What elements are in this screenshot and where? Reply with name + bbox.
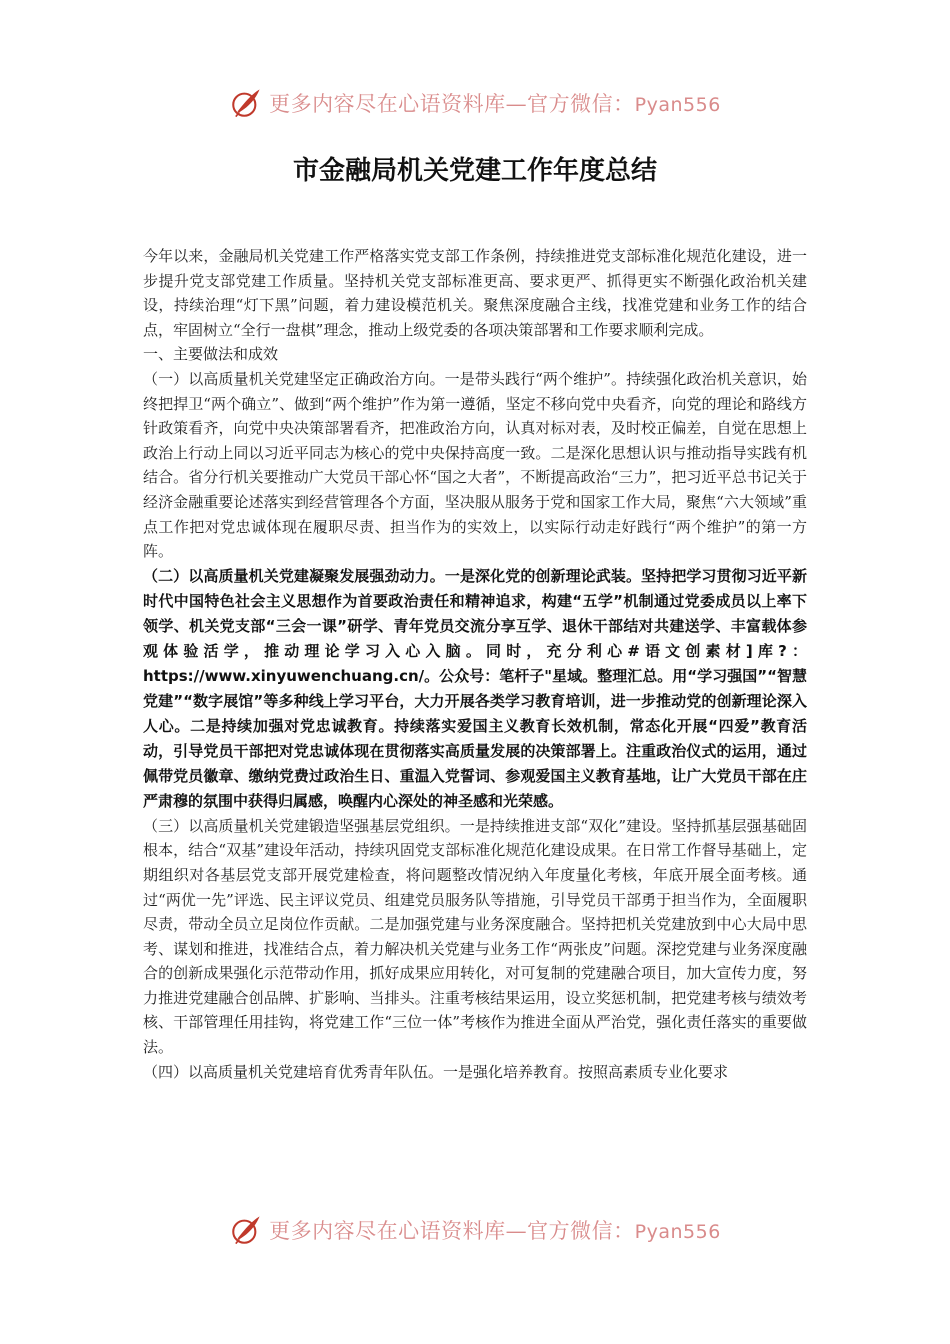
document-title: 市金融局机关党建工作年度总结 (292, 156, 657, 186)
paragraph-section-4: （四）以高质量机关党建培育优秀青年队伍。一是强化培养教育。按照高素质专业化要求 (143, 1062, 729, 1081)
paragraph-section-3: （三）以高质量机关党建锻造坚强基层党组织。一是持续推进支部“双化”建设。坚持抓基层强基础固根本，结合“双基”建设年活动，持续巩固党支部标准化规范化建设成果。在日常工作督导基础上，定期组织对各基层党支部开展党建检查，将问题整改情况纳入年度量化考核，年底开展全面考核。通过“两优一先”评选、民主评议党员、组建党员服务队等措施，引导党员干部勇于担当作为，全面履职尽责，带动全员立足岗位作贡献。二是加强党建与业务深度融合。坚持把机关党建放到中心大局中思考、谋划和推进，找准结合点，着力解决机关党建与业务工作“两张皮”问题。深挖党建与业务深度融合的创新成果强化示范带动作用，抓好成果应用转化，对可复制的党建融合项目，加大宣传力度，努力推进党建融合创品牌、扩影响、当排头。注重考核结果运用，设立奖惩机制，把党建考核与绩效考核、干部管理任用挂钩，将党建工作“三位一体”考核作为推进全面从严治党，强化责任落实的重要做法。 (143, 816, 807, 1057)
watermark-text: 更多内容尽在心语资料库—官方微信：Pyan556 (269, 92, 721, 116)
watermark-wechat-id: Pyan556 (634, 1221, 721, 1243)
feather-pen-logo-icon (229, 86, 263, 120)
watermark-inner (229, 86, 721, 120)
paragraph-intro: 今年以来，金融局机关党建工作严格落实党支部工作条例，持续推进党支部标准化规范化建设，进一步提升党支部党建工作质量。坚持机关党支部标准更高、要求更严、抓得更实不断强化政治机关建设，持续治理“灯下黑”问题，着力建设模范机关。聚焦深度融合主线，找准党建和业务工作的结合点，牢固树立“全行一盘棋”理念，推动上级党委的各项决策部署和工作要求顺利完成。 (143, 247, 807, 339)
document-body (143, 244, 807, 1084)
watermark-footer (0, 1210, 950, 1250)
section-heading-main-practices: 一、主要做法和成效 (143, 345, 279, 364)
paragraph-section-2: （二）以高质量机关党建凝聚发展强劲动力。一是深化党的创新理论武装。坚持把学习贯彻习近平新时代中国特色社会主义思想作为首要政治责任和精神追求，构建“五学”机制通过党委成员以上率下领学、机关党支部“三会一课”研学、青年党员交流分享互学、退休干部结对共建送学、丰富载体参观体验活学，推动理论学习入心入脑。同时，充分利心#语文创素材]库?：https://www.xinyuwenchuang.cn/。公众号：笔杆子"星域。整理汇总。用“学习强国”“智慧党建”“数字展馆”等多种线上学习平台，大力开展各类学习教育培训，进一步推动党的创新理论深入人心。二是持续加强对党忠诚教育。持续落实爱国主义教育长效机制，常态化开展“四爱”教育活动，引导党员干部把对党忠诚体现在贯彻落实高质量发展的决策部署上。注重政治仪式的运用，通过佩带党员徽章、缴纳党费过政治生日、重温入党誓词、参观爱国主义教育基地，让广大党员干部在庄严肃穆的氛围中获得归属感，唤醒内心深处的神圣感和光荣感。 (143, 566, 807, 810)
feather-pen-logo-icon (229, 1213, 263, 1247)
paragraph-section-1: （一）以高质量机关党建坚定正确政治方向。一是带头践行“两个维护”。持续强化政治机关意识，始终把捍卫“两个确立”、做到“两个维护”作为第一遵循，坚定不移向党中央看齐，向党的理论和路线方针政策看齐，向党中央决策部署看齐，把准政治方向，认真对标对表，及时校正偏差，自觉在思想上政治上行动上同以习近平同志为核心的党中央保持高度一致。二是深化思想认识与推动指导实践有机结合。省分行机关要推动广大党员干部心怀“国之大者”，不断提高政治“三力”，把习近平总书记关于经济金融重要论述落实到经营管理各个方面，坚决服从服务于党和国家工作大局，聚焦“六大领域”重点工作把对党忠诚体现在履职尽责、担当作为的实效上，以实际行动走好践行“两个维护”的第一方阵。 (143, 369, 807, 561)
watermark-header (0, 83, 950, 123)
watermark-inner (229, 1213, 721, 1247)
watermark-wechat-id: Pyan556 (634, 94, 721, 116)
watermark-text: 更多内容尽在心语资料库—官方微信：Pyan556 (269, 1219, 721, 1243)
